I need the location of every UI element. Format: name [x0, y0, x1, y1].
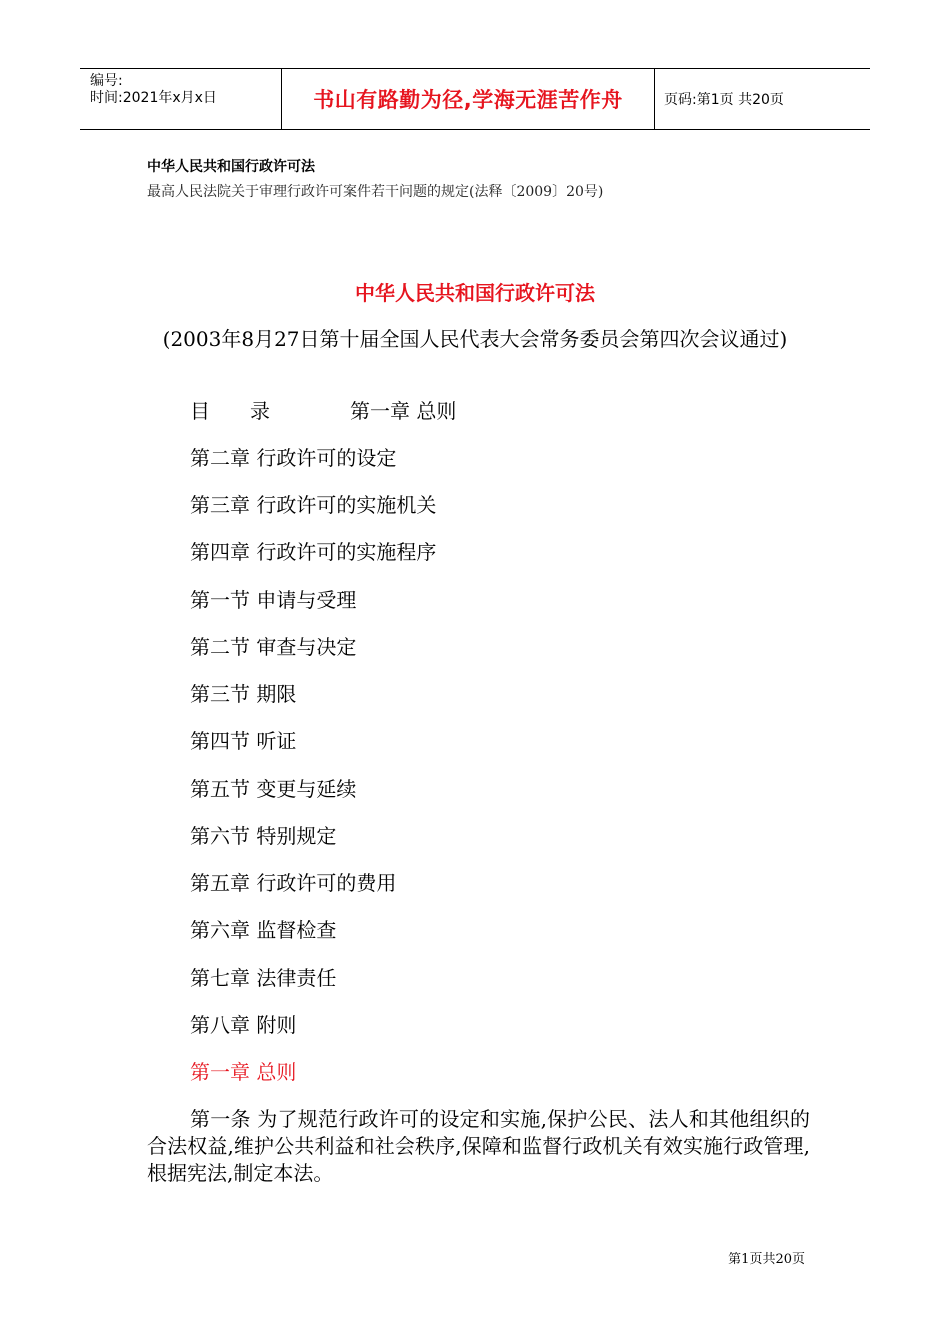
document-header — [80, 68, 870, 130]
toc-item: 第一节 申请与受理 — [190, 588, 357, 612]
header-time: 时间:2021年x月x日 — [90, 90, 217, 106]
toc-item: 第五节 变更与延续 — [190, 777, 357, 801]
article-paragraph: 第一条 为了规范行政许可的设定和实施,保护公民、法人和其他组织的合法权益,维护公共利益和社会秩序,保障和监督行政机关有效实施行政管理,根据宪法,制定本法。 — [147, 1107, 810, 1185]
toc-item: 第二节 审查与决定 — [190, 635, 357, 659]
preamble-subtitle: 最高人民法院关于审理行政许可案件若干问题的规定(法释〔2009〕20号) — [147, 184, 604, 200]
header-number: 编号: — [90, 73, 123, 89]
toc-item: 第六章 监督检查 — [190, 918, 337, 942]
toc-item: 第五章 行政许可的费用 — [190, 871, 397, 895]
chapter-heading: 第一章 总则 — [190, 1060, 297, 1084]
toc-item: 目 录 第一章 总则 — [190, 399, 457, 423]
document-title: 中华人民共和国行政许可法 — [355, 281, 595, 305]
preamble-title: 中华人民共和国行政许可法 — [147, 159, 315, 175]
toc-item: 第四章 行政许可的实施程序 — [190, 540, 437, 564]
toc-item: 第三节 期限 — [190, 682, 297, 706]
toc-item: 第六节 特别规定 — [190, 824, 337, 848]
toc-item: 第七章 法律责任 — [190, 966, 337, 990]
header-motto: 书山有路勤为径,学海无涯苦作舟 — [282, 69, 655, 129]
adoption-note: (2003年8月27日第十届全国人民代表大会常务委员会第四次会议通过) — [162, 327, 788, 351]
footer-page-number: 第1页共20页 — [728, 1252, 805, 1267]
toc-item: 第四节 听证 — [190, 729, 297, 753]
toc-item: 第三章 行政许可的实施机关 — [190, 493, 437, 517]
toc-item: 第二章 行政许可的设定 — [190, 446, 397, 470]
header-page-number: 页码:第1页 共20页 — [664, 92, 784, 108]
toc-item: 第八章 附则 — [190, 1013, 297, 1037]
header-meta — [80, 69, 282, 129]
